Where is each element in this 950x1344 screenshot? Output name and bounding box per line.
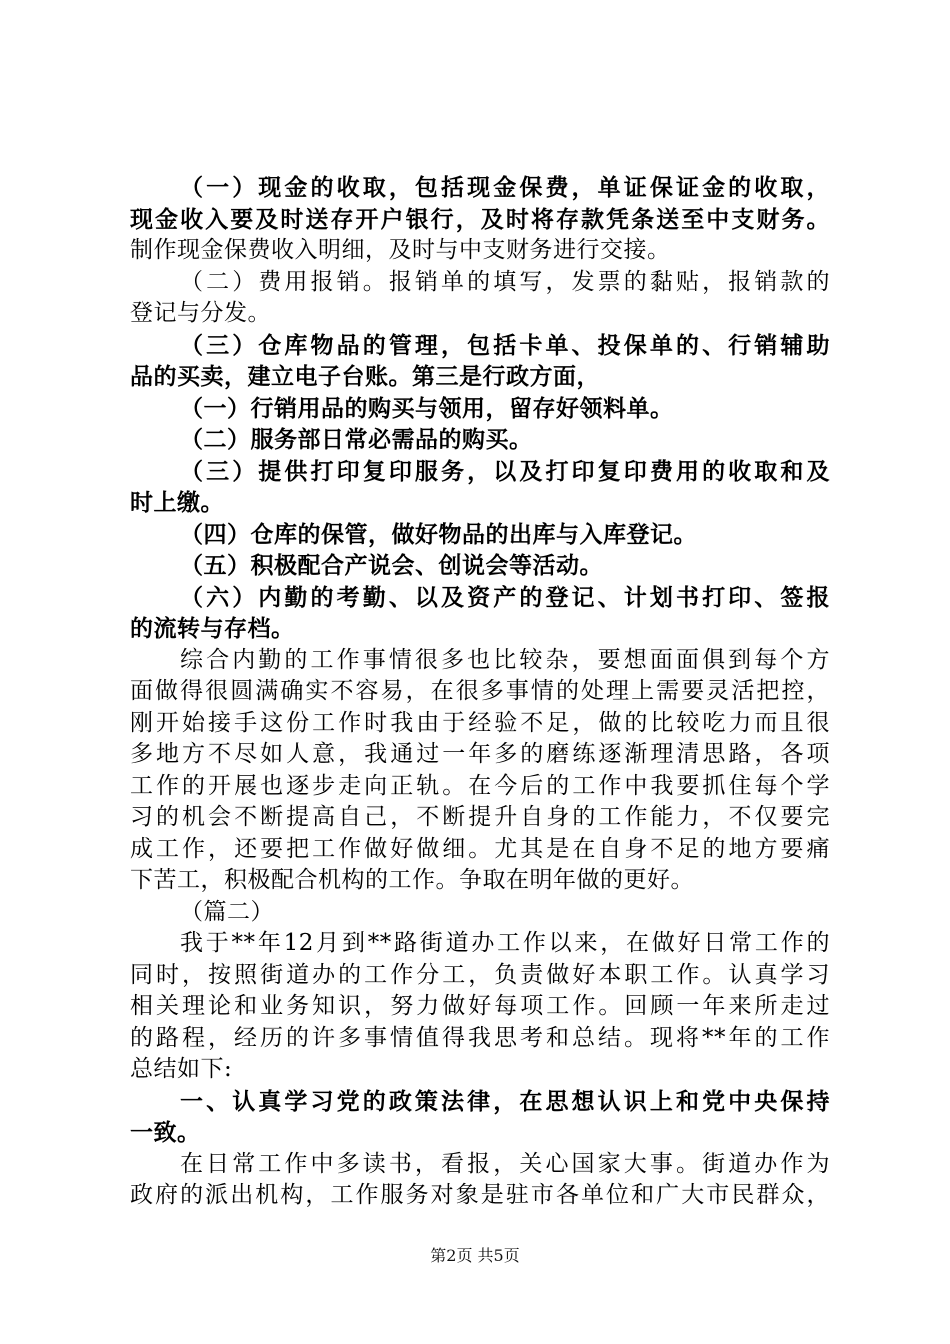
- text-line: 政府的派出机构，工作服务对象是驻市各单位和广大市民群众，: [130, 1182, 830, 1208]
- text-line: 多地方不尽如人意，我通过一年多的磨练逐渐理清思路，各项: [130, 741, 830, 767]
- text-line: （三）提供打印复印服务，以及打印复印费用的收取和及: [180, 457, 830, 485]
- text-line: 的流转与存档。: [130, 615, 295, 642]
- text-line: 成工作，还要把工作做好做细。尤其是在自身不足的地方要痛: [130, 835, 830, 862]
- text-line: 我于**年12月到**路街道办工作以来，在做好日常工作的: [180, 930, 830, 956]
- text-line: 的路程，经历的许多事情值得我思考和总结。现将**年的工作: [130, 1024, 830, 1051]
- text-line: 习的机会不断提高自己，不断提升自身的工作能力，不仅要完: [130, 804, 830, 830]
- text-line: 刚开始接手这份工作时我由于经验不足，做的比较吃力而且很: [130, 709, 830, 736]
- text-line: 品的买卖，建立电子台账。第三是行政方面，: [130, 363, 600, 390]
- text-line: （三）仓库物品的管理，包括卡单、投保单的、行销辅助: [180, 331, 830, 359]
- text-line: （篇二）: [180, 898, 274, 925]
- text-line: 登记与分发。: [130, 300, 271, 326]
- text-line: （六）内勤的考勤、以及资产的登记、计划书打印、签报: [180, 583, 830, 611]
- text-line: 面做得很圆满确实不容易，在很多事情的处理上需要灵活把控，: [130, 678, 830, 704]
- text-line: 现金收入要及时送存开户银行，及时将存款凭条送至中支财务。: [130, 205, 830, 233]
- text-line: （五）积极配合产说会、创说会等活动。: [180, 552, 603, 579]
- text-line: 制作现金保费收入明细，及时与中支财务进行交接。: [130, 237, 671, 263]
- text-line: 相关理论和业务知识，努力做好每项工作。回顾一年来所走过: [130, 993, 830, 1019]
- text-line: 下苦工，积极配合机构的工作。争取在明年做的更好。: [130, 867, 694, 893]
- text-line: 一致。: [130, 1119, 201, 1146]
- text-line: （一）现金的收取，包括现金保费，单证保证金的收取，: [180, 174, 830, 201]
- text-line: （二）服务部日常必需品的购买。: [180, 426, 533, 453]
- document-body: [130, 172, 830, 1212]
- text-line: （二）费用报销。报销单的填写，发票的黏贴，报销款的: [180, 268, 830, 295]
- text-line: 同时，按照街道办的工作分工，负责做好本职工作。认真学习: [130, 961, 830, 988]
- text-line: 时上缴。: [130, 489, 224, 516]
- text-line: 综合内勤的工作事情很多也比较杂，要想面面俱到每个方: [180, 646, 830, 673]
- text-line: （四）仓库的保管，做好物品的出库与入库登记。: [180, 520, 697, 548]
- text-line: 工作的开展也逐步走向正轨。在今后的工作中我要抓住每个学: [130, 772, 830, 799]
- text-line: 在日常工作中多读书，看报，关心国家大事。街道办作为: [180, 1150, 830, 1177]
- text-line: 一、认真学习党的政策法律，在思想认识上和党中央保持: [180, 1087, 830, 1115]
- text-line: （一）行销用品的购买与领用，留存好领料单。: [180, 394, 674, 422]
- page-footer: 第2页 共5页: [430, 1246, 520, 1265]
- text-line: 总结如下:: [130, 1056, 233, 1082]
